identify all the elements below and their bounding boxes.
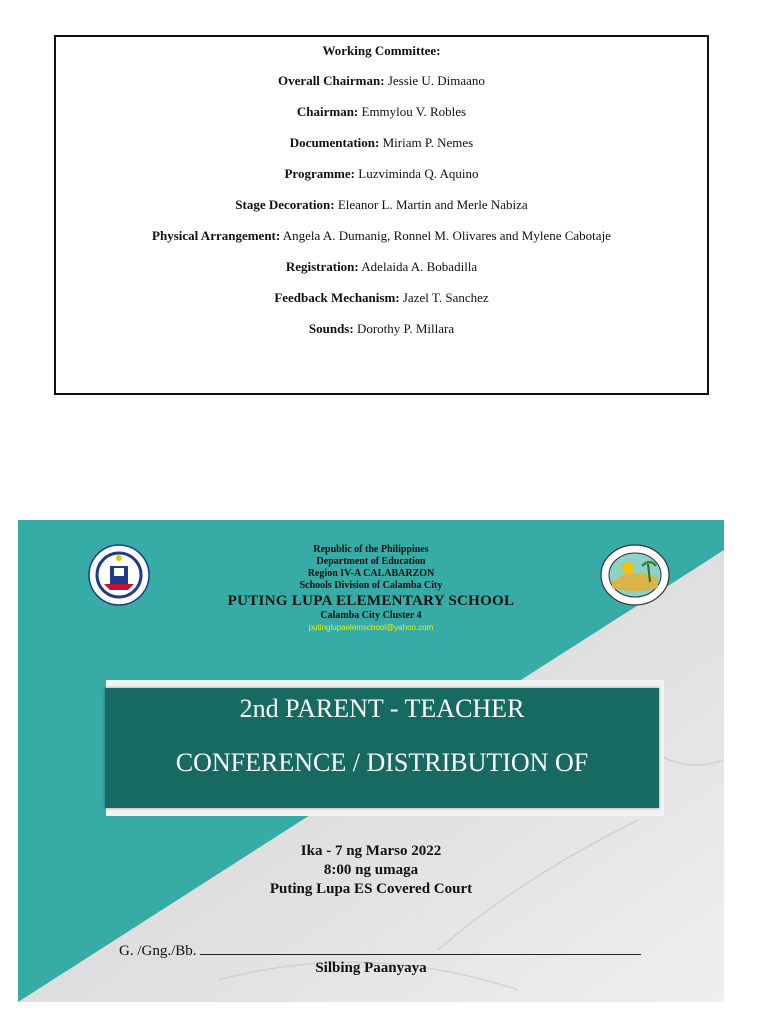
invitee-label: G. /Gng./Bb. [119,943,197,959]
header-division: Schools Division of Calamba City [299,580,443,591]
committee-heading: Working Committee: [322,43,441,58]
committee-role: Chairman: [296,104,359,119]
committee-role: Overall Chairman: [278,73,385,88]
header-department: Department of Education [316,556,426,567]
committee-row [56,166,707,182]
header-republic: Republic of the Philippines [313,544,429,555]
committee-row [56,321,707,337]
school-email: putinglupaelemschool@yahoo.com [308,623,434,632]
committee-role: Registration: [285,259,359,274]
committee-names: Luzviminda Q. Aquino [358,166,479,181]
school-name: PUTING LUPA ELEMENTARY SCHOOL [227,593,515,609]
committee-role: Stage Decoration: [235,197,335,212]
invitation-label: Silbing Paanyaya [315,960,427,976]
committee-role: Documentation: [289,135,380,150]
committee-names: Miriam P. Nemes [382,135,474,150]
committee-row [56,104,707,120]
committee-names: Jazel T. Sanchez [402,290,489,305]
invitee-blank [200,941,641,955]
event-date: Ika - 7 ng Marso 2022 [300,843,442,859]
committee-row [56,290,707,306]
school-header [18,544,724,633]
committee-names: Jessie U. Dimaano [387,73,485,88]
title-line-1: 2nd PARENT - TEACHER [239,694,525,723]
committee-row [56,73,707,89]
committee-names: Adelaida A. Bobadilla [361,259,478,274]
committee-row [56,259,707,275]
working-committee-box [54,35,709,395]
committee-role: Feedback Mechanism: [274,290,400,305]
event-title-banner [105,688,659,808]
header-region: Region IV-A CALABARZON [307,568,435,579]
committee-row [56,228,707,244]
committee-row [56,197,707,213]
invitee-line [119,941,641,960]
committee-names: Eleanor L. Martin and Merle Nabiza [337,197,528,212]
title-line-2: CONFERENCE / DISTRIBUTION OF [175,748,589,777]
committee-row [56,135,707,151]
header-cluster: Calamba City Cluster 4 [320,610,422,621]
committee-role: Programme: [284,166,355,181]
committee-names: Dorothy P. Millara [356,321,455,336]
event-venue: Puting Lupa ES Covered Court [269,881,473,897]
committee-role: Physical Arrangement: [152,228,281,243]
committee-names: Angela A. Dumanig, Ronnel M. Olivares and Mylene Cabotaje [282,228,611,243]
invitation-card [18,520,724,1002]
event-details [18,842,724,899]
event-time: 8:00 ng umaga [323,862,419,878]
committee-names: Emmylou V. Robles [361,104,467,119]
committee-role: Sounds: [308,321,354,336]
